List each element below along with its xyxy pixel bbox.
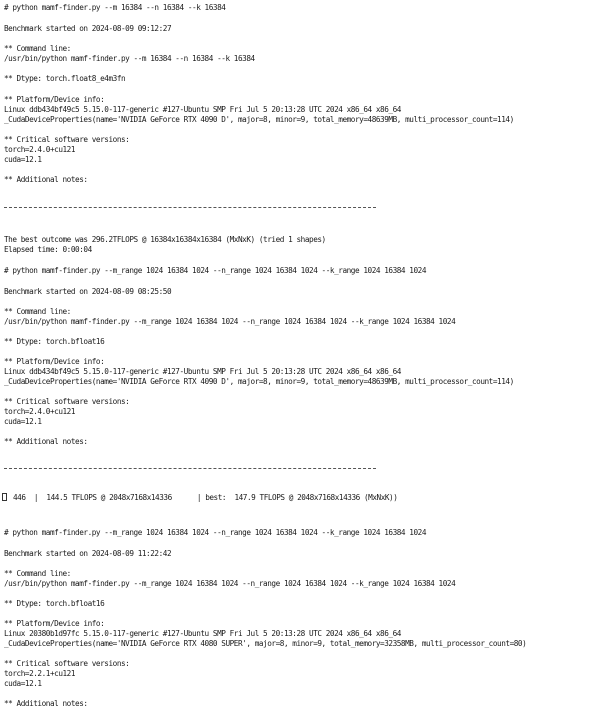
command-line: /usr/bin/python mamf-finder.py --m_range 1024 16384 1024 --n_range 1024 16384 1024 --k_range 1024 16384 1024 <box>4 579 456 588</box>
dtype-line: ** Dtype: torch.bfloat16 <box>4 337 105 346</box>
benchmark-start: Benchmark started on 2024-08-09 09:12:27 <box>4 24 172 33</box>
section-header: ** Critical software versions: <box>4 397 130 406</box>
section-header: ** Additional notes: <box>4 175 88 184</box>
best-outcome: The best outcome was 296.2TFLOPS @ 16384x16384x16384 (MxNxK) (tried 1 shapes) <box>4 235 326 244</box>
device-properties: _CudaDeviceProperties(name='NVIDIA GeForce RTX 4080 SUPER', major=8, minor=9, total_memory=32358MB, multi_processor_count=80) <box>4 639 527 648</box>
section-header: ** Command line: <box>4 307 71 316</box>
cuda-version: cuda=12.1 <box>4 679 42 688</box>
separator <box>4 207 376 208</box>
elapsed-time: Elapsed time: 0:00:04 <box>4 245 92 254</box>
device-properties: _CudaDeviceProperties(name='NVIDIA GeForce RTX 4090 D', major=8, minor=9, total_memory=48639MB, multi_processor_count=114) <box>4 377 514 386</box>
benchmark-start: Benchmark started on 2024-08-09 08:25:50 <box>4 287 172 296</box>
progress-line: 446 | 144.5 TFLOPS @ 2048x7168x14336 | best: 147.9 TFLOPS @ 2048x7168x14336 (MxNxK)) <box>13 493 398 502</box>
dtype-line: ** Dtype: torch.bfloat16 <box>4 599 105 608</box>
section-header: ** Command line: <box>4 569 71 578</box>
device-properties: _CudaDeviceProperties(name='NVIDIA GeForce RTX 4090 D', major=8, minor=9, total_memory=48639MB, multi_processor_count=114) <box>4 115 514 124</box>
dtype-line: ** Dtype: torch.float8_e4m3fn <box>4 74 126 83</box>
command-prompt: # python mamf-finder.py --m_range 1024 16384 1024 --n_range 1024 16384 1024 --k_range 1024 16384 1024 <box>4 528 427 537</box>
section-header: ** Critical software versions: <box>4 135 130 144</box>
command-line: /usr/bin/python mamf-finder.py --m 16384 --n 16384 --k 16384 <box>4 54 255 63</box>
section-header: ** Platform/Device info: <box>4 619 105 628</box>
cuda-version: cuda=12.1 <box>4 155 42 164</box>
section-header: ** Platform/Device info: <box>4 95 105 104</box>
benchmark-start: Benchmark started on 2024-08-09 11:22:42 <box>4 549 172 558</box>
section-header: ** Command line: <box>4 44 71 53</box>
cuda-version: cuda=12.1 <box>4 417 42 426</box>
section-header: ** Platform/Device info: <box>4 357 105 366</box>
section-header: ** Critical software versions: <box>4 659 130 668</box>
section-header: ** Additional notes: <box>4 437 88 446</box>
command-prompt: # python mamf-finder.py --m 16384 --n 16384 --k 16384 <box>4 3 226 12</box>
command-prompt: # python mamf-finder.py --m_range 1024 16384 1024 --n_range 1024 16384 1024 --k_range 1024 16384 1024 <box>4 266 427 275</box>
torch-version: torch=2.2.1+cu121 <box>4 669 76 678</box>
section-header: ** Additional notes: <box>4 699 88 708</box>
torch-version: torch=2.4.0+cu121 <box>4 145 76 154</box>
separator <box>4 468 376 469</box>
platform-line: Linux 20380b1d97fc 5.15.0-117-generic #127-Ubuntu SMP Fri Jul 5 20:13:28 UTC 2024 x86_64 x86_64 <box>4 629 401 638</box>
torch-version: torch=2.4.0+cu121 <box>4 407 76 416</box>
command-line: /usr/bin/python mamf-finder.py --m_range 1024 16384 1024 --n_range 1024 16384 1024 --k_range 1024 16384 1024 <box>4 317 456 326</box>
cursor-box-icon <box>2 493 7 501</box>
platform-line: Linux ddb434bf49c5 5.15.0-117-generic #127-Ubuntu SMP Fri Jul 5 20:13:28 UTC 2024 x86_64 x86_64 <box>4 105 401 114</box>
platform-line: Linux ddb434bf49c5 5.15.0-117-generic #127-Ubuntu SMP Fri Jul 5 20:13:28 UTC 2024 x86_64 x86_64 <box>4 367 401 376</box>
